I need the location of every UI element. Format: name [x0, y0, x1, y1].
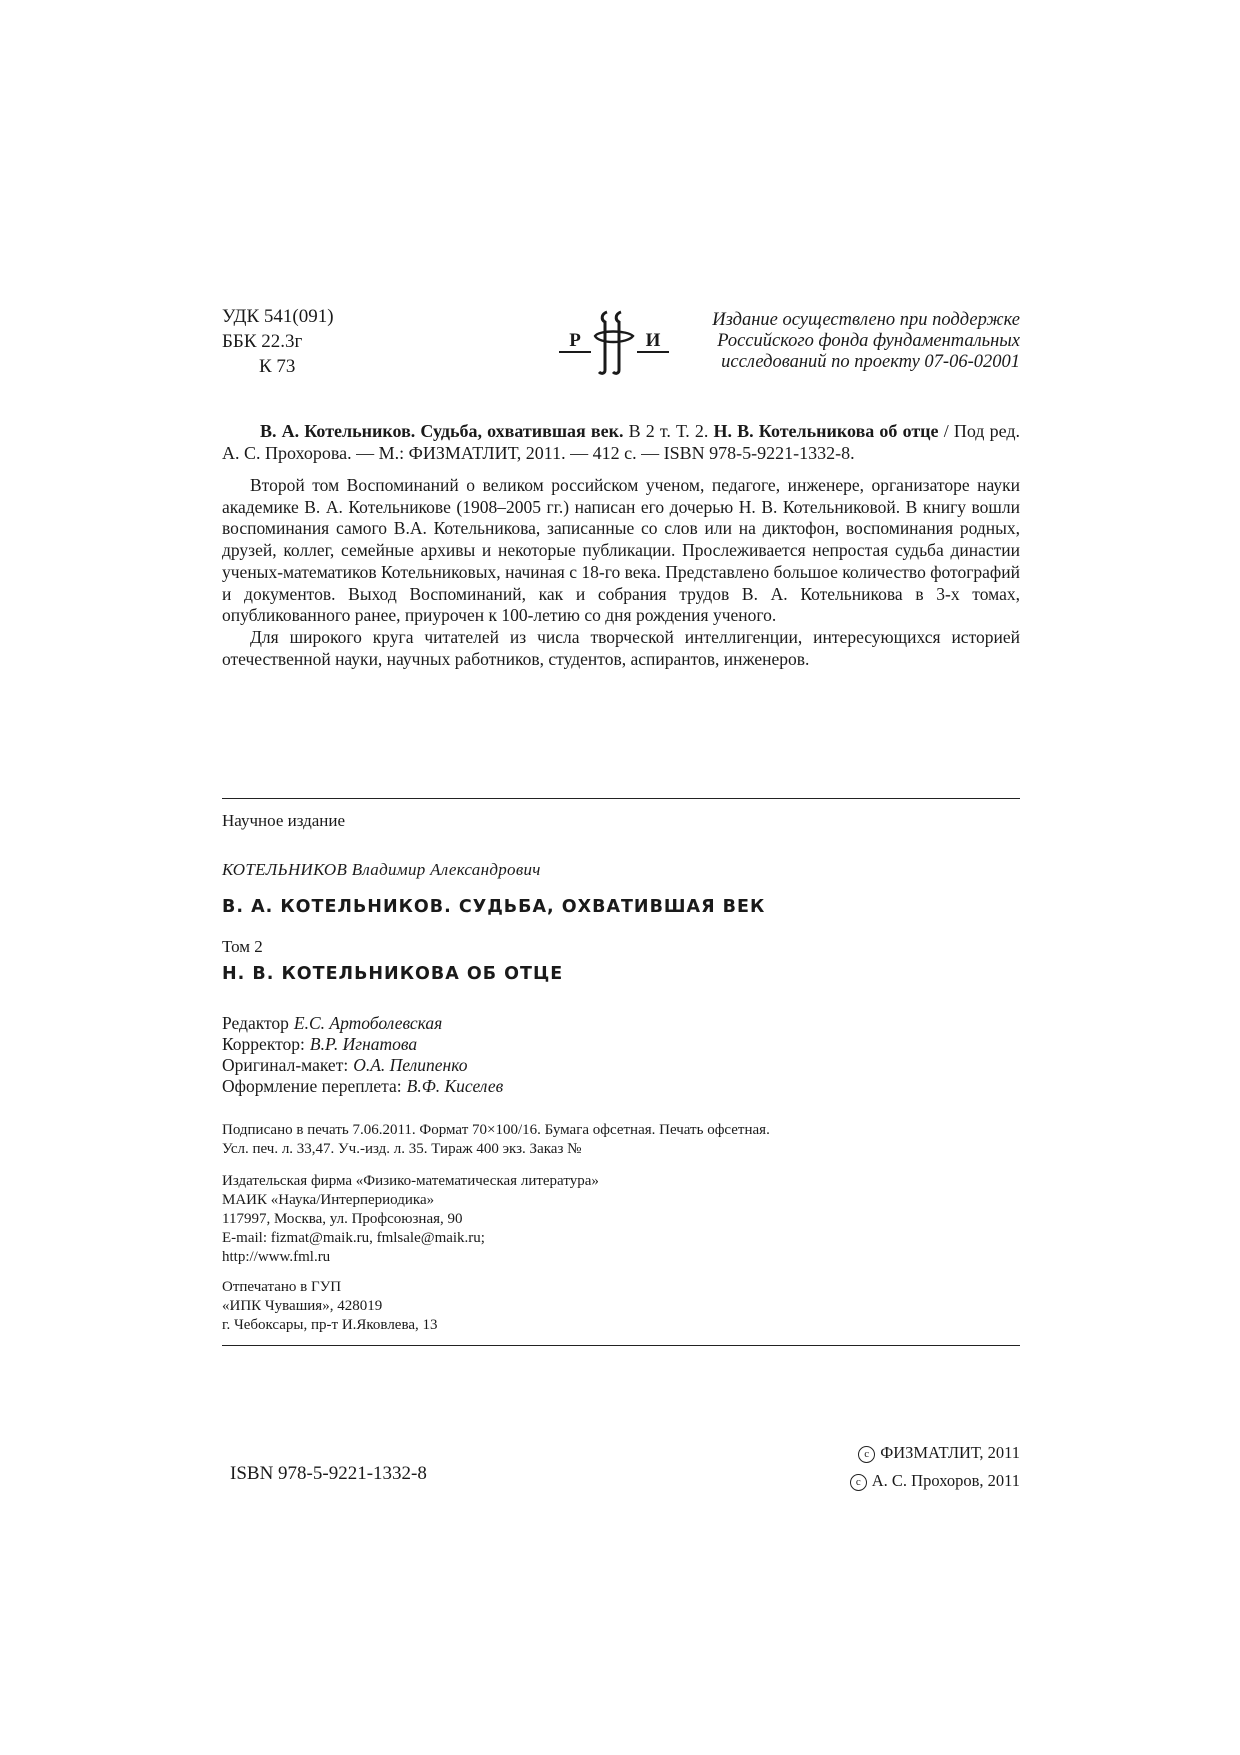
rffi-letter-r: Р: [569, 330, 581, 351]
publisher-info: [222, 1172, 599, 1267]
printer-line: Отпечатано в ГУП: [222, 1279, 342, 1295]
print-info-line: Подписано в печать 7.06.2011. Формат 70×100/16. Бумага офсетная. Печать офсетная.: [222, 1122, 770, 1138]
classification-codes: [222, 304, 334, 379]
biblio-title: В. А. Котельников. Судьба, охватившая век.: [260, 421, 624, 441]
author-mark: К 73: [259, 356, 296, 377]
print-info: [222, 1121, 770, 1159]
rffi-support-note: [680, 310, 1020, 373]
printer-line: г. Чебоксары, пр-т И.Яковлева, 13: [222, 1317, 438, 1333]
bibliographic-record: [222, 420, 1020, 464]
copyright-text: ФИЗМАТЛИТ, 2011: [880, 1443, 1020, 1462]
support-line: Российского фонда фундаментальных: [717, 331, 1020, 351]
biblio-subtitle: Н. В. Котельникова об отце: [713, 421, 939, 441]
publisher-line: E-mail: fizmat@maik.ru, fmlsale@maik.ru;: [222, 1230, 485, 1246]
divider-top: [222, 798, 1020, 799]
credit-name: Е.С. Артоболевская: [293, 1013, 443, 1033]
copyright-block: [830, 1439, 1020, 1495]
edition-type: Научное издание: [222, 811, 346, 830]
credit-row: [222, 1013, 503, 1034]
copyright-line: [830, 1439, 1020, 1467]
copyright-text: А. С. Прохоров, 2011: [871, 1471, 1020, 1490]
rffi-logo: [555, 306, 673, 376]
volume-subtitle: Н. В. КОТЕЛЬНИКОВА ОБ ОТЦЕ: [222, 964, 564, 984]
abstract-paragraph: Второй том Воспоминаний о великом российском ученом, педагоге, инженере, организаторе науки академике В. А. Котельникове (1908–2005 гг.) написан его дочерью Н. В. Котельниковой. В книгу вошли воспоминания самого В.А. Котельникова, записанные со слов или на диктофон, воспоминания родных, друзей, коллег, семейные архивы и некоторые публикации. Прослеживается непростая судьба династии ученых-математиков Котельниковых, начиная с 18-го века. Представлено большое количество фотографий и документов. Выход Воспоминаний, как и собрания трудов В. А. Котельникова в 3-х томах, опубликованного ранее, приурочен к 100-летию со дня рождения ученого.: [222, 475, 1020, 626]
credit-role: Редактор: [222, 1013, 289, 1033]
copyright-icon: c: [850, 1474, 867, 1491]
support-line: Издание осуществлено при поддержке: [712, 310, 1020, 330]
printer-info: [222, 1278, 438, 1335]
credit-role: Корректор:: [222, 1034, 305, 1054]
book-title: В. А. КОТЕЛЬНИКОВ. СУДЬБА, ОХВАТИВШАЯ ВЕК: [222, 897, 766, 917]
print-info-line: Усл. печ. л. 33,47. Уч.-изд. л. 35. Тираж 400 экз. Заказ №: [222, 1141, 582, 1157]
volume-label: Том 2: [222, 937, 263, 956]
author-name: КОТЕЛЬНИКОВ Владимир Александрович: [222, 860, 541, 879]
publisher-line: МАИК «Наука/Интерпериодика»: [222, 1192, 435, 1208]
printer-line: «ИПК Чувашия», 428019: [222, 1298, 383, 1314]
abstract: [222, 475, 1020, 670]
publisher-line: Издательская фирма «Физико-математическая литература»: [222, 1173, 599, 1189]
credits-list: [222, 1013, 503, 1097]
biblio-rest: / Под ред. А. С. Прохорова. — М.: ФИЗМАТЛИТ, 2011. — 412 с. — ISBN 978-5-9221-1332-8.: [222, 421, 1021, 463]
bbk-code: ББК 22.3г: [222, 331, 303, 352]
credit-role: Оформление переплета:: [222, 1076, 402, 1096]
credit-row: [222, 1055, 503, 1076]
credit-name: В.Ф. Киселев: [406, 1076, 504, 1096]
credit-name: О.А. Пелипенко: [353, 1055, 468, 1075]
credit-row: [222, 1034, 503, 1055]
publisher-line: http://www.fml.ru: [222, 1249, 331, 1265]
copyright-icon: c: [858, 1446, 875, 1463]
abstract-paragraph: Для широкого круга читателей из числа творческой интеллигенции, интересующихся историей отечественной науки, научных работников, студентов, аспирантов, инженеров.: [222, 626, 1020, 669]
support-line: исследований по проекту 07-06-02001: [721, 352, 1020, 372]
divider-bottom: [222, 1345, 1020, 1346]
biblio-volumes: В 2 т. Т. 2.: [628, 421, 709, 441]
udk-code: УДК 541(091): [222, 306, 334, 327]
publisher-line: 117997, Москва, ул. Профсоюзная, 90: [222, 1211, 463, 1227]
credit-name: В.Р. Игнатова: [309, 1034, 418, 1054]
credit-row: [222, 1076, 503, 1097]
copyright-line: [830, 1467, 1020, 1495]
rffi-letter-i: И: [645, 330, 661, 351]
isbn: ISBN 978-5-9221-1332-8: [230, 1463, 427, 1484]
credit-role: Оригинал-макет:: [222, 1055, 349, 1075]
